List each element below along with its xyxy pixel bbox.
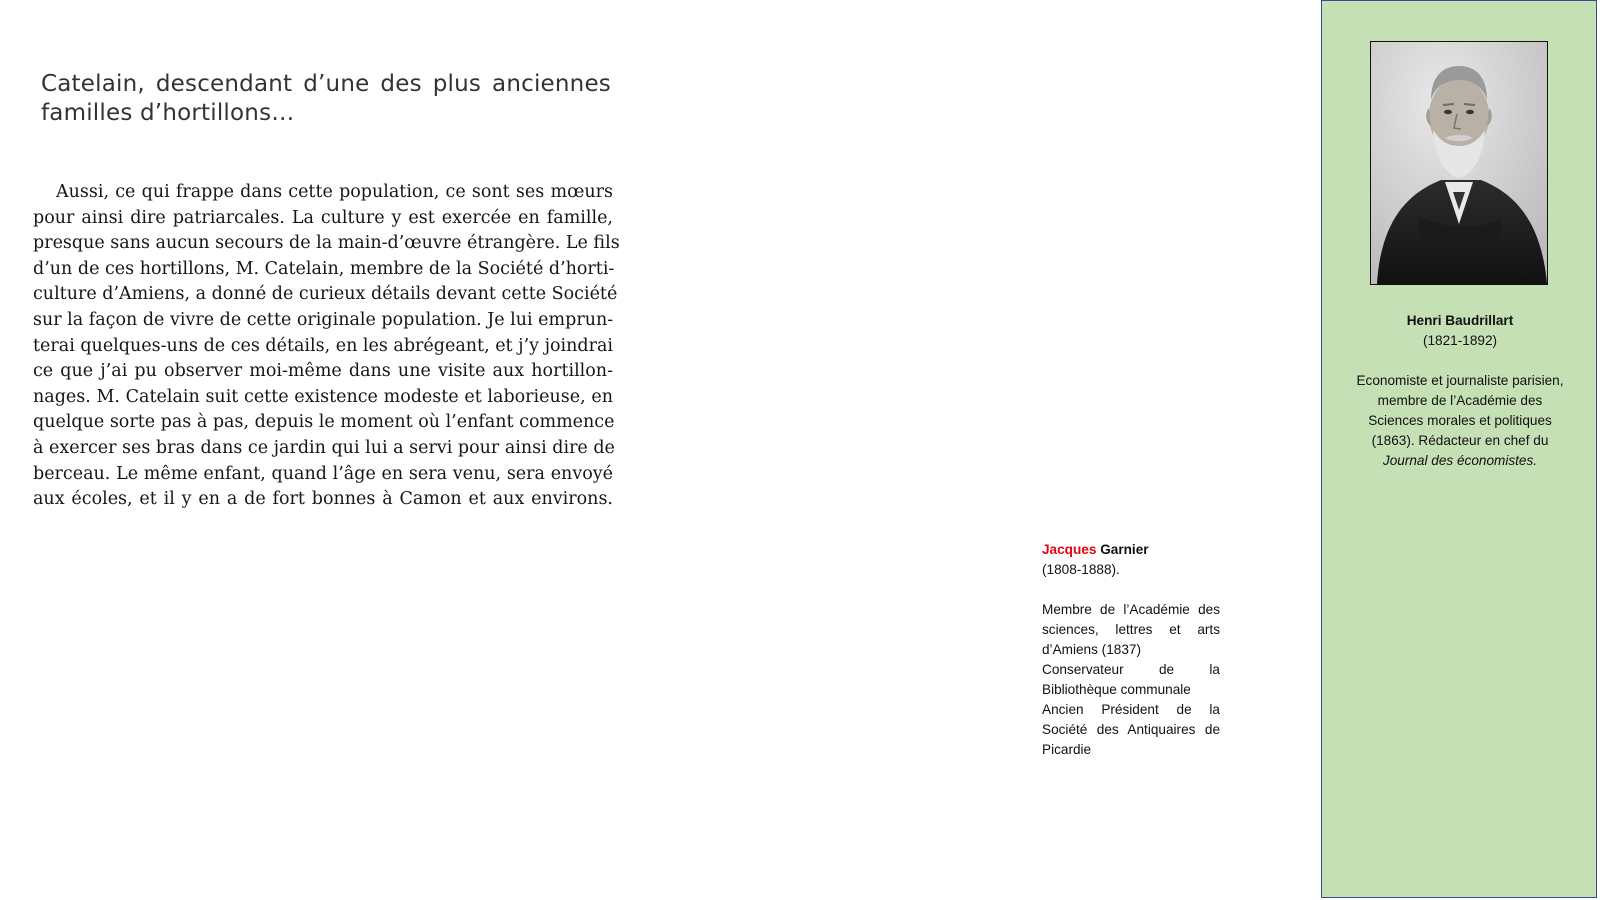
garnier-description (1042, 600, 1220, 760)
baudrillart-description (1352, 371, 1568, 471)
excerpt-line: aux écoles, et il y en a de fort bonnes à Camon et aux environs. (33, 489, 613, 510)
scanned-book-excerpt (33, 180, 620, 513)
sidebar-panel (1321, 0, 1597, 898)
garnier-desc-line: Membre de l’Académie des sciences, lettres et arts d’Amiens (1837) (1042, 602, 1220, 657)
baudrillart-name: Henri Baudrillart (1406, 313, 1514, 328)
baudrillart-dates: (1821-1892) (1422, 333, 1498, 348)
excerpt-line: quelque sorte pas à pas, depuis le moment où l’enfant commence (33, 412, 615, 433)
excerpt-line: d’un de ces hortillons, M. Catelain, membre de la Société d’horti- (33, 258, 615, 279)
garnier-first-name: Jacques (1042, 542, 1097, 557)
portrait-photo-icon (1371, 42, 1547, 284)
excerpt-line: Aussi, ce qui frappe dans cette population, ce sont ses mœurs (56, 182, 613, 202)
garnier-caption (1042, 540, 1220, 760)
excerpt-line: terai quelques-uns de ces détails, en les abrégeant, et j’y joindrai (33, 335, 614, 356)
baudrillart-desc-text: Economiste et journaliste parisien, membre de l’Académie des Sciences morales et politiques (1863). Rédacteur en chef du (1356, 373, 1564, 448)
baudrillart-bio (1352, 311, 1568, 471)
excerpt-line: sur la façon de vivre de cette originale population. Je lui emprun- (33, 309, 614, 330)
baudrillart-journal-title: Journal des économistes (1382, 453, 1534, 468)
excerpt-line: pour ainsi dire patriarcales. La culture y est exercée en famille, (33, 207, 613, 228)
garnier-name (1042, 540, 1220, 560)
excerpt-line: ce que j’ai pu observer moi-même dans une visite aux hortillon- (33, 361, 613, 382)
garnier-dates: (1808-1888). (1042, 562, 1120, 577)
excerpt-line: nages. M. Catelain suit cette existence modeste et laborieuse, en (33, 386, 613, 407)
garnier-desc-line: Conservateur de la Bibliothèque communale (1042, 662, 1220, 697)
slide-heading: Catelain, descendant d’une des plus anciennes familles d’hortillons… (41, 71, 611, 126)
excerpt-line: berceau. Le même enfant, quand l’âge en sera venu, sera envoyé (33, 463, 613, 484)
excerpt-line: culture d’Amiens, a donné de curieux détails devant cette Société (33, 284, 618, 305)
baudrillart-desc-end: . (1533, 453, 1538, 468)
excerpt-line: à exercer ses bras dans ce jardin qui lui a servi pour ainsi dire de (33, 437, 615, 458)
excerpt-line: presque sans aucun secours de la main-d’œuvre étrangère. Le fils (33, 233, 620, 254)
baudrillart-portrait (1370, 41, 1548, 285)
garnier-last-name: Garnier (1100, 542, 1149, 557)
garnier-desc-line: Ancien Président de la Société des Antiquaires de Picardie (1042, 702, 1220, 757)
